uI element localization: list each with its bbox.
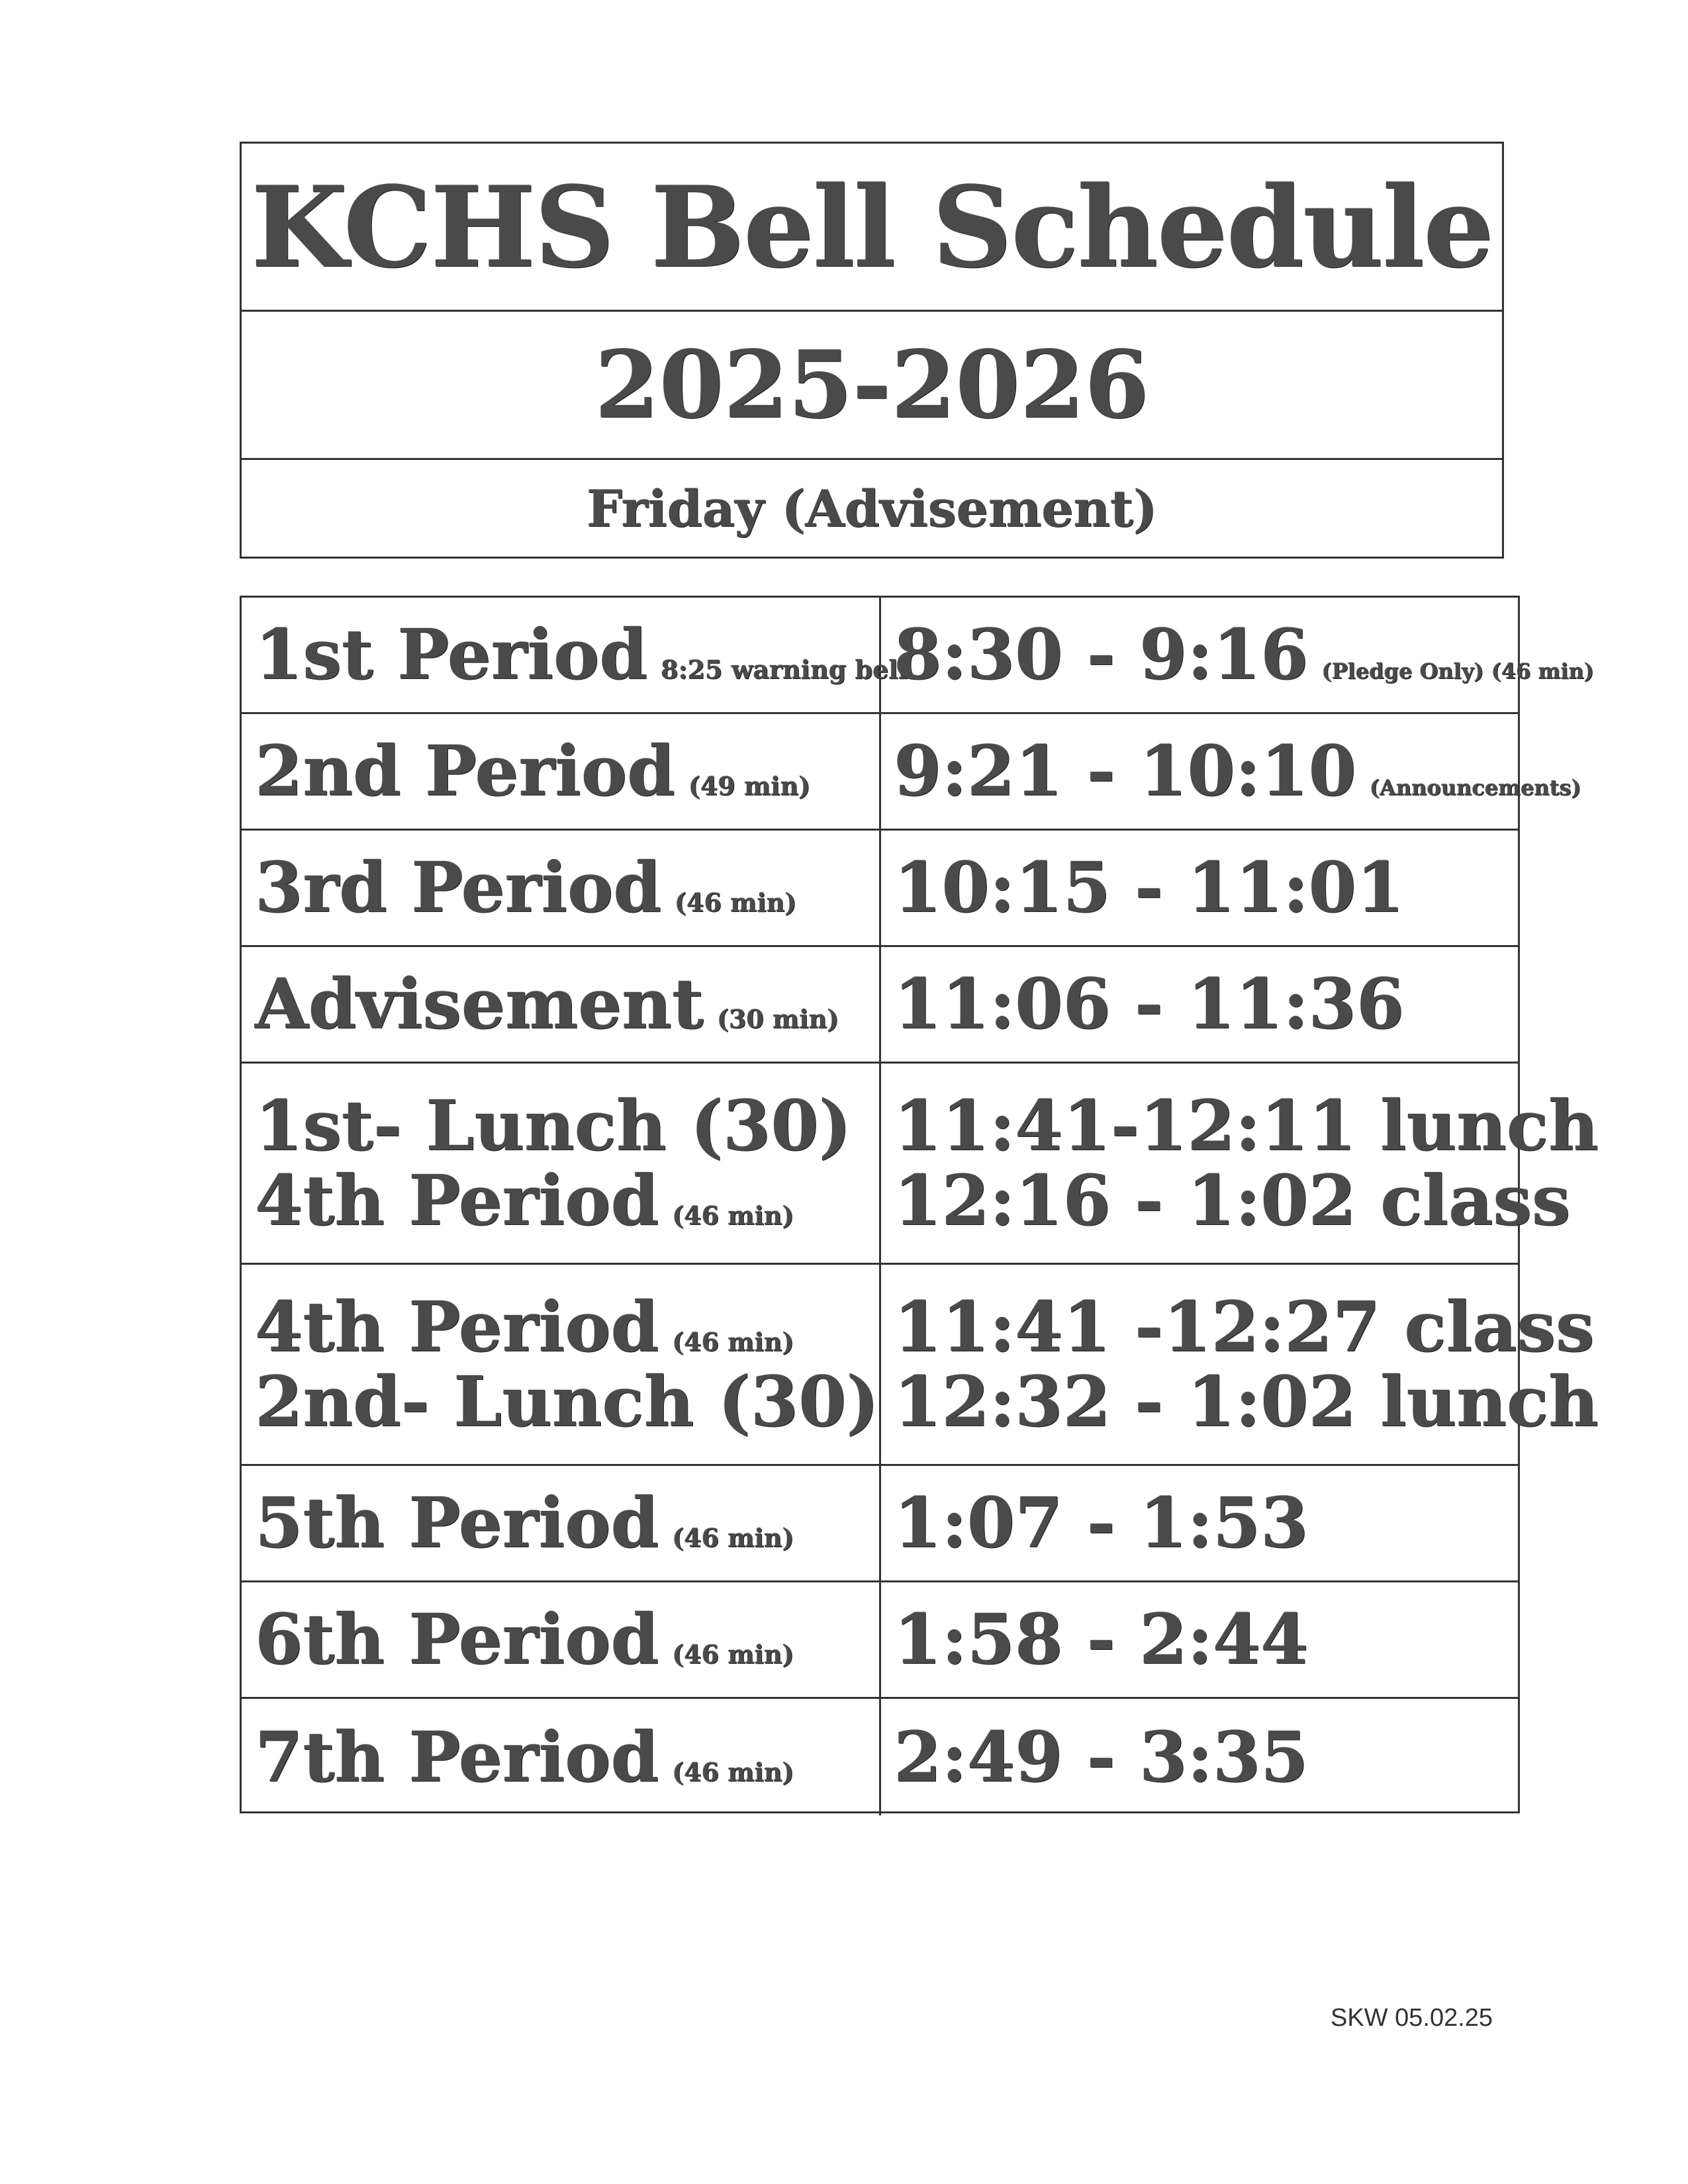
period-name: Advisement: [255, 963, 704, 1045]
period-name: 4th Period: [255, 1159, 659, 1241]
time-cell: [894, 714, 1581, 829]
schedule-row: [242, 831, 1518, 947]
time-line: [894, 614, 1594, 696]
period-name: 5th Period: [255, 1482, 659, 1564]
school-year: 2025-2026: [242, 312, 1502, 460]
column-divider: [879, 1064, 881, 1263]
column-divider: [879, 831, 881, 945]
period-line: [255, 963, 877, 1045]
period-note: (46 min): [672, 1639, 794, 1670]
period-line: [255, 614, 908, 696]
period-cell: [255, 598, 908, 712]
time-line: [894, 730, 1581, 812]
period-cell: [255, 1699, 877, 1815]
time-cell: [894, 598, 1594, 712]
column-divider: [879, 1466, 881, 1580]
period-line: [255, 1598, 877, 1680]
time-range: 11:41-12:11 lunch: [894, 1085, 1599, 1167]
time-line: [894, 1360, 1599, 1442]
time-range: 9:21 - 10:10: [894, 730, 1356, 812]
period-line: [255, 1715, 877, 1797]
schedule-day: Friday (Advisement): [586, 478, 1157, 538]
time-line: [894, 1715, 1516, 1797]
period-cell: [255, 947, 877, 1062]
period-cell: [255, 714, 877, 829]
period-cell: [255, 1265, 877, 1464]
header-box: [240, 142, 1504, 559]
time-note: (Pledge Only) (46 min): [1321, 659, 1594, 684]
column-divider: [879, 1582, 881, 1697]
period-line: [255, 1159, 877, 1241]
schedule-row: [242, 947, 1518, 1064]
time-line: [894, 1159, 1571, 1241]
time-line: [894, 846, 1516, 929]
time-range: 12:32 - 1:02 lunch: [894, 1360, 1599, 1442]
period-name: 6th Period: [255, 1598, 659, 1680]
time-range: 10:15 - 11:01: [894, 846, 1405, 929]
period-line: [255, 846, 877, 929]
period-note: (49 min): [688, 771, 811, 801]
time-line: [894, 1598, 1516, 1680]
time-range: 1:58 - 2:44: [894, 1598, 1309, 1680]
time-range: 8:30 - 9:16: [894, 614, 1309, 696]
period-name: 7th Period: [255, 1715, 659, 1797]
column-divider: [879, 1699, 881, 1815]
time-cell: [894, 947, 1516, 1062]
period-cell: [255, 831, 877, 945]
period-name: 2nd- Lunch (30): [255, 1360, 879, 1442]
column-divider: [879, 947, 881, 1062]
time-range: 11:06 - 11:36: [894, 963, 1405, 1045]
time-cell: [894, 1582, 1516, 1697]
time-cell: [894, 1064, 1599, 1263]
schedule-table: [240, 596, 1599, 1813]
period-cell: [255, 1064, 877, 1263]
period-note: 8:25 warning bell: [661, 655, 908, 685]
period-line: [255, 1360, 879, 1442]
schedule-row: [242, 1466, 1518, 1582]
period-cell: [255, 1582, 877, 1697]
time-cell: [894, 1699, 1516, 1815]
time-line: [894, 1482, 1516, 1564]
period-name: 1st Period: [255, 614, 648, 696]
period-name: 4th Period: [255, 1286, 659, 1368]
time-cell: [894, 1265, 1599, 1464]
column-divider: [879, 1265, 881, 1464]
period-note: (46 min): [672, 1327, 794, 1357]
period-cell: [255, 1466, 877, 1580]
schedule-row: [242, 1699, 1518, 1815]
period-note: (46 min): [672, 1523, 794, 1553]
period-line: [255, 1482, 877, 1564]
period-line: [255, 1286, 877, 1368]
time-range: 11:41 -12:27 class: [894, 1286, 1595, 1368]
time-line: [894, 963, 1516, 1045]
period-note: (46 min): [672, 1200, 794, 1230]
time-cell: [894, 831, 1516, 945]
period-line: [255, 1085, 877, 1167]
time-note: (Announcements): [1369, 775, 1581, 801]
period-name: 1st- Lunch (30): [255, 1085, 851, 1167]
time-range: 12:16 - 1:02 class: [894, 1159, 1571, 1241]
time-cell: [894, 1466, 1516, 1580]
schedule-row: [242, 1582, 1518, 1699]
time-line: [894, 1085, 1599, 1167]
column-divider: [879, 714, 881, 829]
period-note: (46 min): [675, 887, 797, 918]
schedule-row: [242, 714, 1581, 831]
time-line: [894, 1286, 1595, 1368]
period-name: 3rd Period: [255, 846, 662, 929]
period-note: (46 min): [672, 1756, 794, 1787]
time-range: 1:07 - 1:53: [894, 1482, 1309, 1564]
period-line: [255, 730, 877, 812]
schedule-row: [242, 1064, 1599, 1265]
document-code: SKW 05.02.25: [1331, 2004, 1493, 2032]
period-name: 2nd Period: [255, 730, 675, 812]
period-note: (30 min): [716, 1004, 839, 1034]
time-range: 2:49 - 3:35: [894, 1715, 1309, 1797]
schedule-row: [242, 1265, 1599, 1466]
schedule-title: KCHS Bell Schedule: [242, 144, 1502, 312]
schedule-row: [242, 598, 1594, 714]
